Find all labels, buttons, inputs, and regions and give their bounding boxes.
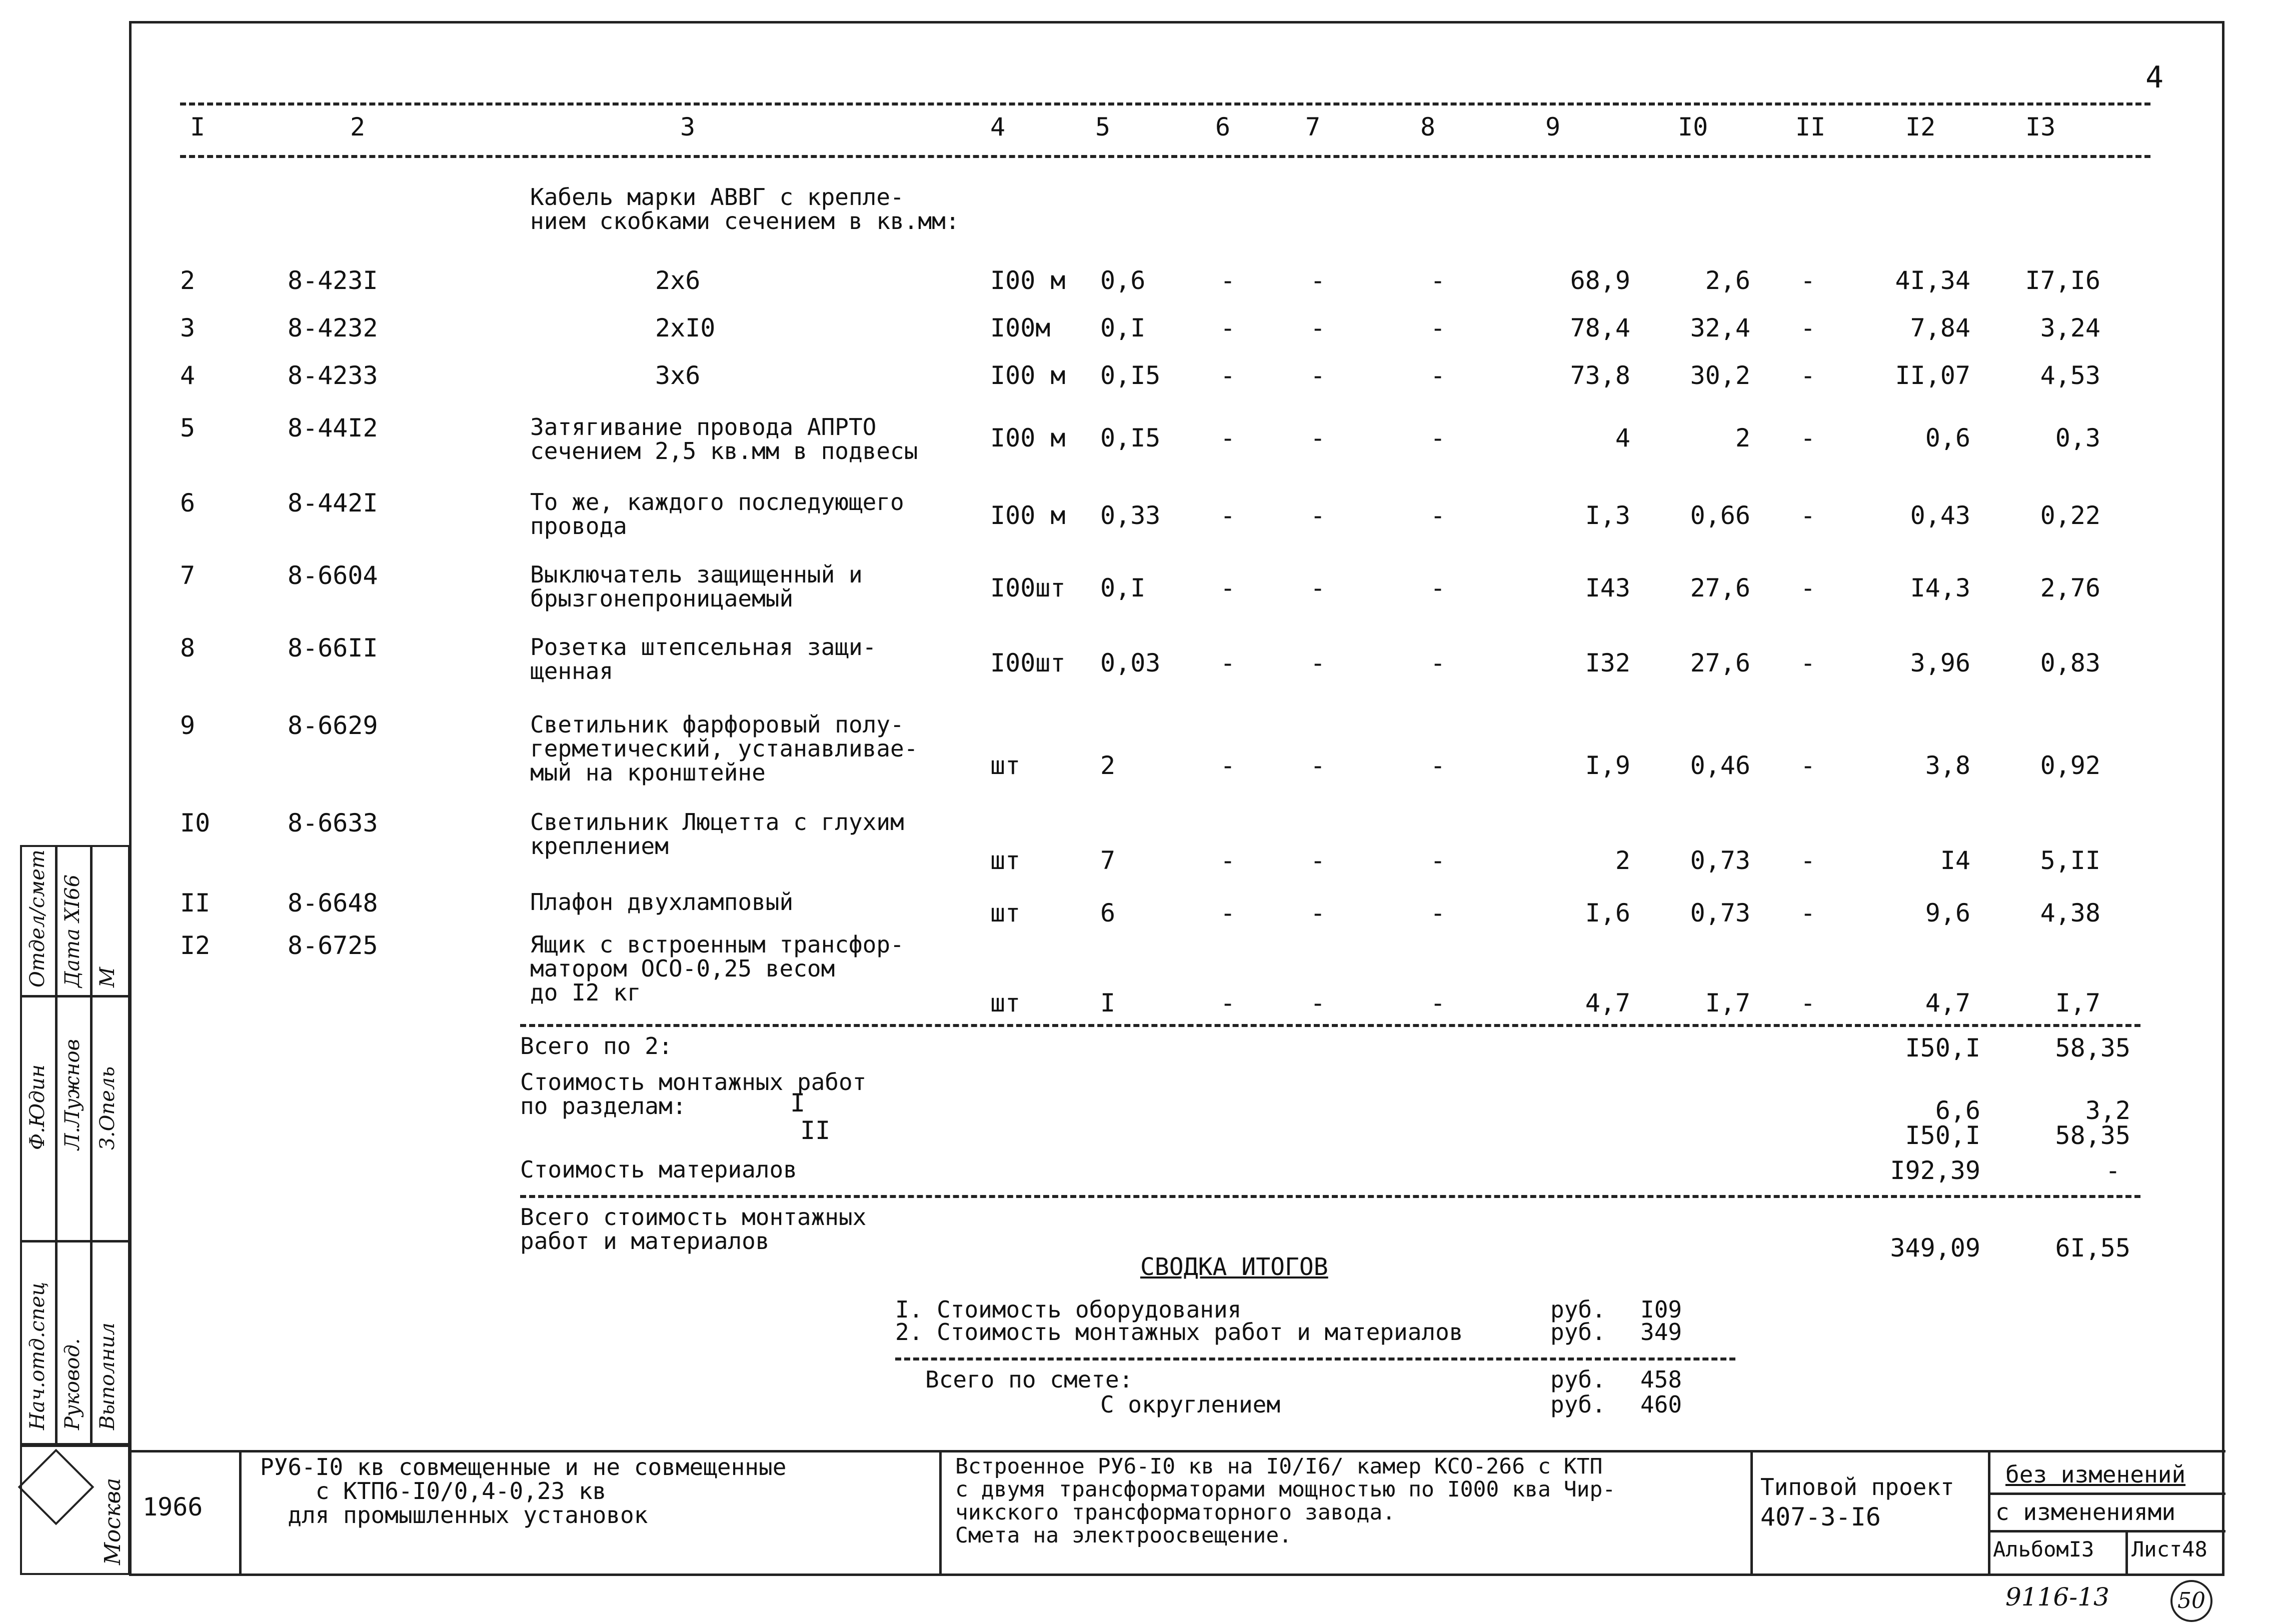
row-number: 6 [180,488,196,518]
install-II-c12: I50,I [1905,1121,1980,1150]
row-unit: I00 м [990,424,1066,452]
install-I-c12: 6,6 [1935,1096,1980,1125]
install-II-c13: 58,35 [2055,1121,2130,1150]
row-qty: 7 [1100,846,1116,875]
row-description: Плафон двухламповый [530,888,794,916]
title-year: 1966 [143,1492,203,1522]
row-c11: - [1800,574,1816,602]
row-code: 8-423I [288,266,378,295]
row-number: 4 [180,361,196,390]
stamp-role-3: Выполнил [96,1322,119,1430]
row-c6: - [1220,424,1236,452]
row-c9: I,9 [1585,751,1630,780]
column-header-1: I [190,112,206,142]
row-c8: - [1430,898,1446,928]
header-bottom-rule [180,155,2150,158]
footer-circle: 50 [2170,1580,2212,1622]
row-c11: - [1800,648,1816,678]
row-code: 8-66II [288,634,378,662]
row-c9: 73,8 [1570,361,1630,390]
row-c13: I7,I6 [2025,266,2100,295]
column-header-9: 9 [1545,112,1561,142]
grand-c13: 6I,55 [2055,1234,2130,1262]
row-c8: - [1430,266,1446,295]
stamp-date: Дата XI66 [61,874,84,988]
project-label: Типовой проект [1760,1474,1954,1500]
row-c12: 3,8 [1925,751,1970,780]
row-description: 2х6 [655,266,701,295]
row-c10: 0,73 [1690,898,1750,928]
row-c11: - [1800,361,1816,390]
column-header-7: 7 [1305,112,1321,142]
row-description: Розетка штепсельная защи- щенная [530,634,877,684]
row-description: 2хI0 [655,314,716,342]
row-c7: - [1310,266,1326,295]
stamp-name-2: Л.Лужнов [61,1039,84,1150]
column-header-11: II [1795,112,1826,142]
row-c12: 7,84 [1910,314,1970,342]
total-2-c12: I50,I [1905,1034,1980,1062]
row-code: 8-4233 [288,361,378,390]
row-number: 2 [180,266,196,295]
summary-title: СВОДКА ИТОГОВ [1140,1253,1328,1281]
row-c6: - [1220,898,1236,928]
summary-line1: I. Стоимость оборудования [895,1296,1242,1323]
row-code: 8-6604 [288,561,378,590]
materials-c13: - [2105,1156,2120,1185]
row-number: 5 [180,414,196,442]
row-code: 8-44I2 [288,414,378,442]
row-c7: - [1310,898,1326,928]
row-number: 3 [180,314,196,342]
row-c10: 27,6 [1690,648,1750,678]
row-unit: I00шт [990,574,1066,602]
row-qty: I [1100,988,1116,1018]
row-c9: I43 [1585,574,1630,602]
row-c13: 3,24 [2040,314,2100,342]
materials-label: Стоимость материалов [520,1156,797,1183]
row-c11: - [1800,898,1816,928]
row-c9: I32 [1585,648,1630,678]
row-c10: I,7 [1705,988,1750,1018]
summary-round-unit: руб. [1550,1391,1606,1418]
summary-line1-value: I09 [1640,1296,1682,1323]
section-heading: Кабель марки АВВГ с крепле- нием скобками сечением в кв.мм: [530,184,960,234]
row-code: 8-4232 [288,314,378,342]
project-number: 407-3-I6 [1760,1502,1881,1532]
summary-line2: 2. Стоимость монтажных работ и материалов [895,1318,1463,1346]
row-c13: 2,76 [2040,574,2100,602]
total-2-label: Всего по 2: [520,1032,673,1060]
album-label: АльбомI3 [1993,1537,2094,1562]
row-c7: - [1310,314,1326,342]
row-c12: 9,6 [1925,898,1970,928]
summary-round-label: С округлением [1100,1391,1281,1418]
summary-total-unit: руб. [1550,1366,1606,1393]
title-block-top [130,1450,2225,1452]
row-c9: 2 [1615,846,1630,875]
row-c12: I4 [1940,846,1970,875]
grand-label: Всего стоимость монтажных работ и материалов [520,1204,867,1254]
row-c10: 32,4 [1690,314,1750,342]
row-c7: - [1310,988,1326,1018]
footer-number: 9116-13 [2005,1582,2109,1612]
row-qty: 0,6 [1100,266,1146,295]
row-c11: - [1800,314,1816,342]
row-code: 8-6629 [288,711,378,740]
row-c7: - [1310,361,1326,390]
row-c8: - [1430,751,1446,780]
row-c12: 0,43 [1910,501,1970,530]
row-c12: 3,96 [1910,648,1970,678]
materials-c12: I92,39 [1890,1156,1980,1185]
row-unit: I00м [990,314,1051,342]
row-qty: 0,33 [1100,501,1161,530]
row-description: То же, каждого последующего провода [530,488,904,540]
row-c6: - [1220,648,1236,678]
grand-c12: 349,09 [1890,1234,1980,1262]
changes-label: без изменений [2005,1461,2186,1488]
section-I-label: I [790,1088,806,1118]
row-number: 8 [180,634,196,662]
row-c6: - [1220,574,1236,602]
row-c11: - [1800,988,1816,1018]
row-c11: - [1800,501,1816,530]
row-c12: I4,3 [1910,574,1970,602]
row-c7: - [1310,501,1326,530]
row-c10: 0,46 [1690,751,1750,780]
row-c10: 2 [1735,424,1750,452]
row-c10: 2,6 [1705,266,1750,295]
row-number: I2 [180,931,211,960]
row-description: Светильник фарфоровый полу- герметический, устанавливае- мый на кронштейне [530,711,918,786]
row-unit: шт [990,751,1021,780]
row-number: 7 [180,561,196,590]
row-unit: шт [990,988,1021,1018]
row-c6: - [1220,314,1236,342]
row-qty: 0,I5 [1100,424,1161,452]
row-c10: 30,2 [1690,361,1750,390]
summary-total-label: Всего по смете: [925,1366,1133,1393]
org-name: Москва [100,1478,126,1565]
row-c7: - [1310,751,1326,780]
column-header-6: 6 [1215,112,1231,142]
row-c13: 0,83 [2040,648,2100,678]
row-c13: 0,92 [2040,751,2100,780]
row-c9: 4 [1615,424,1630,452]
row-c10: 0,73 [1690,846,1750,875]
column-header-2: 2 [350,112,366,142]
row-c12: II,07 [1895,361,1970,390]
header-top-rule [180,102,2150,106]
row-unit: I00 м [990,361,1066,390]
stamp-role-2: Руковод. [61,1338,84,1430]
row-c11: - [1800,846,1816,875]
row-number: I0 [180,808,211,838]
row-c6: - [1220,361,1236,390]
row-c12: 4,7 [1925,988,1970,1018]
stamp-name-1: Ф.Юдин [26,1064,49,1150]
row-unit: I00шт [990,648,1066,678]
row-c8: - [1430,361,1446,390]
row-qty: 2 [1100,751,1116,780]
column-header-5: 5 [1095,112,1111,142]
row-c10: 0,66 [1690,501,1750,530]
row-unit: I00 м [990,266,1066,295]
row-description: Выключатель защищенный и брызгонепроницаемый [530,561,863,612]
row-c6: - [1220,501,1236,530]
row-c8: - [1430,846,1446,875]
with-changes-label: с изменениями [1995,1498,2176,1526]
row-qty: 0,I [1100,314,1146,342]
row-description: Затягивание провода АПРТО сечением 2,5 кв.мм в подвесы [530,414,918,464]
row-c13: 0,22 [2040,501,2100,530]
stamp-m: М [96,967,119,988]
column-header-13: I3 [2025,112,2056,142]
title-name: РУ6-I0 кв совмещенные и не совмещенные с КТП6-I0/0,4-0,23 кв для промышленных установок [260,1454,787,1528]
row-qty: 0,03 [1100,648,1161,678]
row-unit: шт [990,846,1021,875]
summary-line2-unit: руб. [1550,1318,1606,1346]
row-c9: 78,4 [1570,314,1630,342]
row-c8: - [1430,574,1446,602]
section-II-label: II [800,1116,831,1145]
row-c7: - [1310,846,1326,875]
row-c12: 0,6 [1925,424,1970,452]
row-c11: - [1800,751,1816,780]
row-code: 8-6648 [288,888,378,918]
row-c13: 4,53 [2040,361,2100,390]
column-header-3: 3 [680,112,696,142]
row-c9: I,6 [1585,898,1630,928]
row-c7: - [1310,574,1326,602]
summary-line2-value: 349 [1640,1318,1682,1346]
row-qty: 0,I [1100,574,1146,602]
stamp-dept: Отдел/смет [26,850,49,988]
row-code: 8-6725 [288,931,378,960]
row-c12: 4I,34 [1895,266,1970,295]
column-header-8: 8 [1420,112,1436,142]
sheet-label: Лист48 [2131,1537,2207,1562]
corner-mark: 4 [2145,60,2164,95]
row-description: Ящик с встроенным трансфор- матором ОСО-0,25 весом до I2 кг [530,931,904,1006]
row-qty: 0,I5 [1100,361,1161,390]
row-c10: 27,6 [1690,574,1750,602]
row-c9: 68,9 [1570,266,1630,295]
row-c6: - [1220,846,1236,875]
row-c6: - [1220,266,1236,295]
row-c9: 4,7 [1585,988,1630,1018]
row-c8: - [1430,501,1446,530]
row-c8: - [1430,424,1446,452]
row-c13: 4,38 [2040,898,2100,928]
grand-rule [520,1195,2140,1198]
column-header-10: I0 [1678,112,1708,142]
column-header-4: 4 [990,112,1006,142]
summary-line1-unit: руб. [1550,1296,1606,1323]
row-code: 8-6633 [288,808,378,838]
row-c6: - [1220,988,1236,1018]
column-header-12: I2 [1905,112,1936,142]
row-c6: - [1220,751,1236,780]
row-c13: 0,3 [2055,424,2100,452]
row-number: II [180,888,211,918]
totals-rule [520,1024,2140,1027]
row-c8: - [1430,648,1446,678]
summary-round-value: 460 [1640,1391,1682,1418]
row-c8: - [1430,314,1446,342]
row-description: 3х6 [655,361,701,390]
install-label: Стоимость монтажных работ по разделам: [520,1068,867,1120]
row-number: 9 [180,711,196,740]
row-c9: I,3 [1585,501,1630,530]
row-qty: 6 [1100,898,1116,928]
row-description: Светильник Люцетта с глухим креплением [530,808,904,860]
row-c11: - [1800,266,1816,295]
row-code: 8-442I [288,488,378,518]
summary-total-value: 458 [1640,1366,1682,1393]
total-2-c13: 58,35 [2055,1034,2130,1062]
row-c7: - [1310,648,1326,678]
summary-rule [895,1358,1735,1360]
row-c11: - [1800,424,1816,452]
stamp-name-3: З.Опель [96,1066,119,1150]
row-unit: I00 м [990,501,1066,530]
row-c13: I,7 [2055,988,2100,1018]
title-description: Встроенное РУ6-I0 кв на I0/I6/ камер КСО-266 с КТП с двумя трансформаторами мощностью по I000 ква Чир- чикского трансформаторного завода. Смета на электроосвещение. [955,1454,1616,1548]
row-c8: - [1430,988,1446,1018]
row-c13: 5,II [2040,846,2100,875]
stamp-role-1: Нач.отд.спец [26,1282,49,1430]
install-I-c13: 3,2 [2085,1096,2130,1125]
row-unit: шт [990,898,1021,928]
row-c7: - [1310,424,1326,452]
